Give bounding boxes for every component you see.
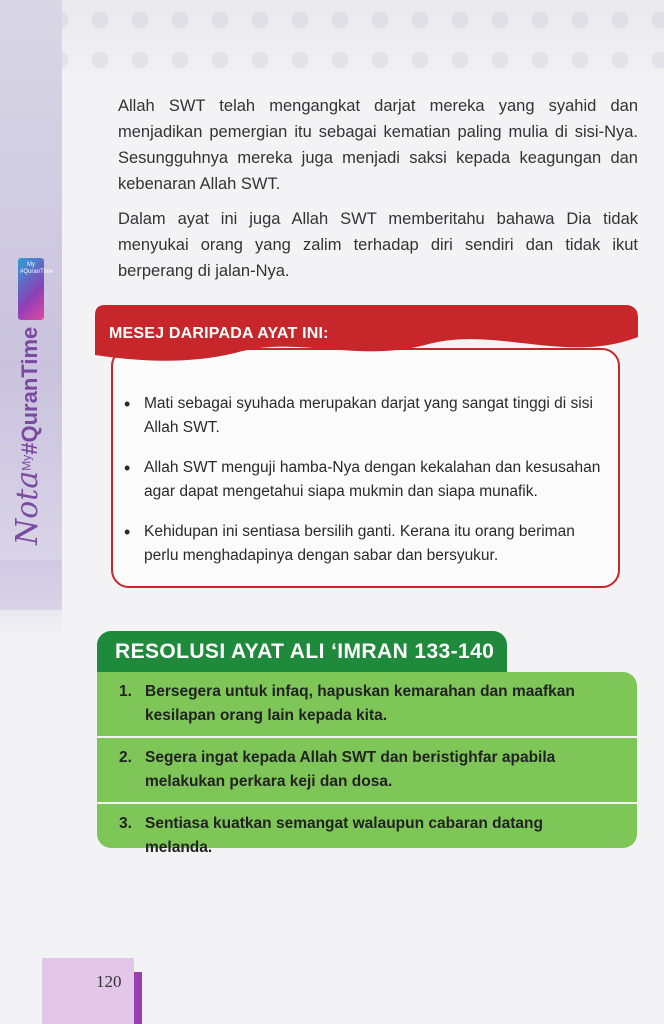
- message-item-2: • Allah SWT menguji hamba-Nya dengan kekalahan dan kesusahan agar dapat mengetahui siapa mukmin dan siapa munafik.: [122, 456, 602, 504]
- logo-badge-text: My #QuranTime: [20, 262, 54, 275]
- resolution-item-3-text: Sentiasa kuatkan semangat walaupun cabaran datang melanda.: [145, 815, 543, 856]
- page-number: 120: [96, 972, 122, 991]
- top-pattern: [0, 0, 664, 90]
- message-box-title: MESEJ DARIPADA AYAT INI:: [109, 325, 329, 342]
- paragraph-1: Allah SWT telah mengangkat darjat mereka yang syahid dan menjadikan pemergian itu sebagai kematian paling mulia di sisi-Nya. Sesungguhnya mereka juga menjadi saksi kepada keagungan dan kebenaran Allah SWT.: [118, 97, 638, 193]
- side-title-nota: Nota: [10, 470, 45, 545]
- side-title-text: [10, 255, 54, 545]
- resolution-item-3-number: 3.: [119, 815, 132, 832]
- side-title: [10, 255, 54, 545]
- message-list: [122, 392, 602, 584]
- resolution-item-1-number: 1.: [119, 683, 132, 700]
- resolution-tab: [97, 631, 507, 677]
- message-item-1: • Mati sebagai syuhada merupakan darjat yang sangat tinggi di sisi Allah SWT.: [122, 392, 602, 440]
- footer-bar: [134, 972, 142, 1024]
- resolution-item-3: [97, 804, 637, 868]
- message-item-3: • Kehidupan ini sentiasa bersilih ganti. Kerana itu orang beriman perlu menghadapinya dengan sabar dan bersyukur.: [122, 520, 602, 568]
- resolution-list: [97, 672, 637, 868]
- side-fade: [0, 560, 62, 640]
- paragraph-2: Dalam ayat ini juga Allah SWT memberitahu bahawa Dia tidak menyukai orang yang zalim terhadap diri sendiri dan tidak ikut berperang di jalan-Nya.: [118, 210, 638, 280]
- message-box-header: [95, 305, 638, 365]
- resolution-title: RESOLUSI AYAT ALI ‘IMRAN 133-140: [115, 640, 495, 663]
- resolution-item-2-number: 2.: [119, 749, 132, 766]
- side-title-quran-time: #QuranTime: [17, 326, 42, 455]
- resolution-item-2: [97, 738, 637, 804]
- resolution-item-2-text: Segera ingat kepada Allah SWT dan beristighfar apabila melakukan perkara keji dan dosa.: [145, 749, 556, 790]
- resolution-item-1: [97, 672, 637, 738]
- side-title-my: My: [19, 454, 34, 471]
- resolution-item-1-text: Bersegera untuk infaq, hapuskan kemarahan dan maafkan kesilapan orang lain kepada kita.: [145, 683, 575, 724]
